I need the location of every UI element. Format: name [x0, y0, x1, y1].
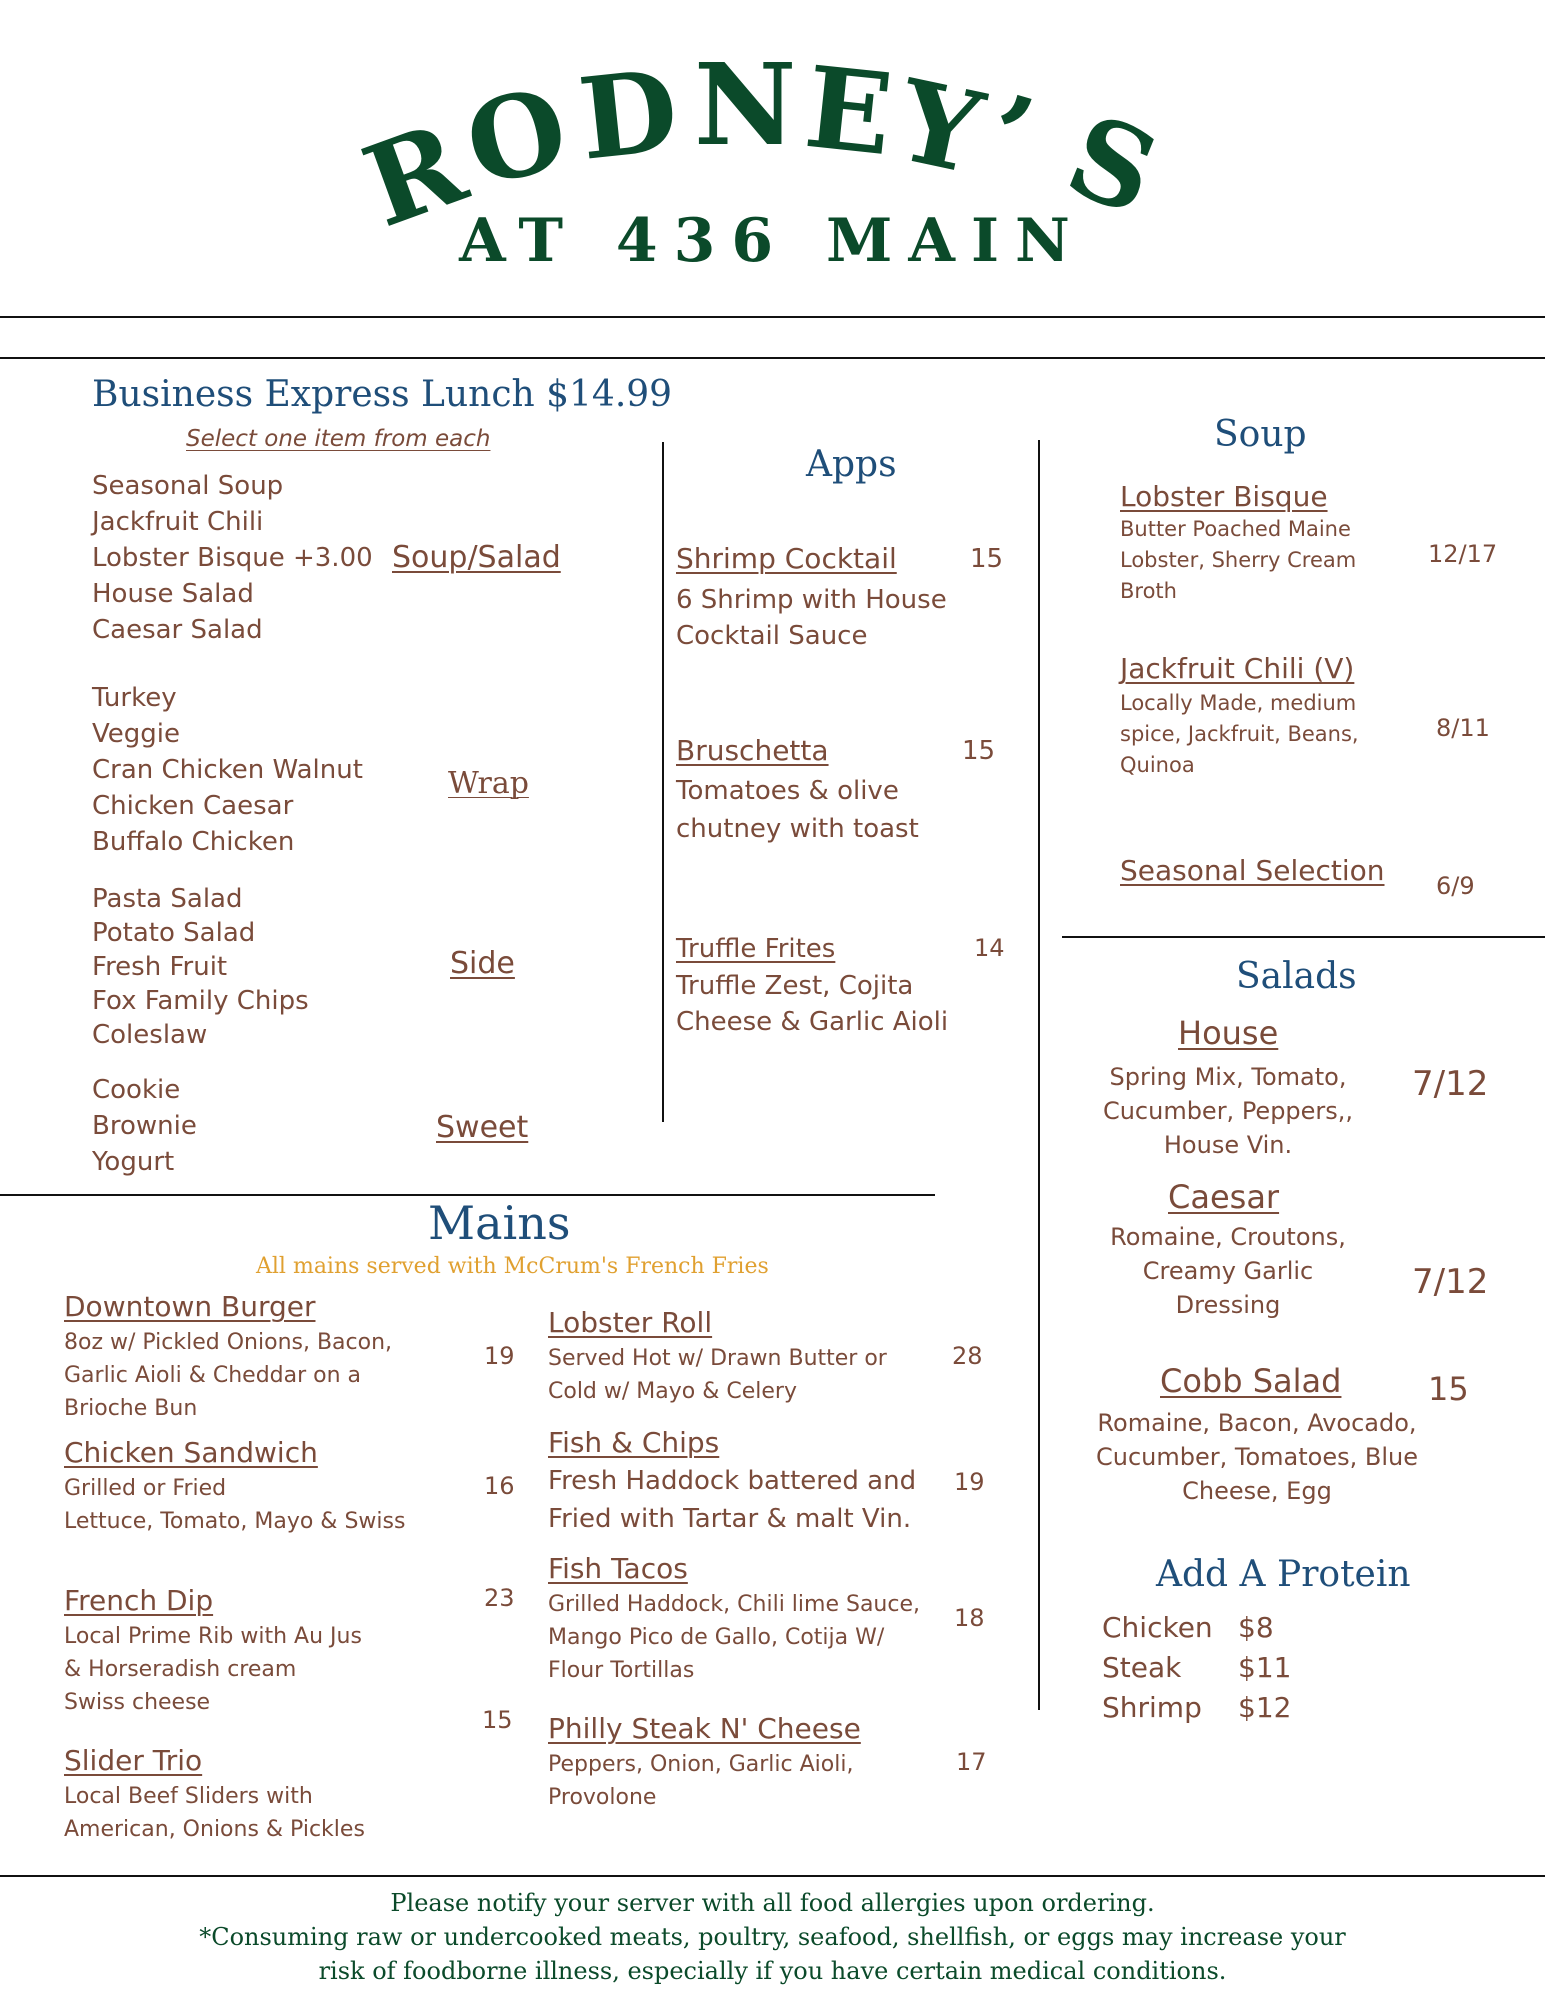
item-description: 6 Shrimp with House Cocktail Sauce: [676, 585, 947, 651]
item-description: Butter Poached Maine Lobster, Sherry Cream Broth: [1120, 517, 1357, 603]
item-description: Romaine, Croutons, Creamy Garlic Dressing: [1110, 1223, 1346, 1319]
logo-letter: O: [454, 62, 580, 213]
item-price: 6/9: [1436, 872, 1475, 900]
list-item: Buffalo Chicken: [92, 827, 295, 857]
item-name: Lobster Roll: [548, 1306, 713, 1339]
divider: [1062, 936, 1545, 938]
column-divider: [662, 442, 664, 1122]
list-item: Fresh Fruit: [92, 952, 228, 982]
item-name: Fish Tacos: [548, 1552, 688, 1585]
item-list: [92, 680, 363, 860]
item-description: Grilled or Fried Lettuce, Tomato, Mayo & Swiss: [64, 1476, 406, 1534]
section-title: Mains: [428, 1196, 571, 1250]
section-title: Business Express Lunch $14.99: [92, 374, 673, 415]
item-list: [92, 1072, 197, 1180]
item-name: Fish & Chips: [548, 1426, 720, 1459]
item-price: 15: [1428, 1370, 1469, 1408]
item-price: 14: [974, 934, 1005, 962]
item-description: Local Prime Rib with Au Jus & Horseradish cream Swiss cheese: [64, 1624, 362, 1715]
item-description: Spring Mix, Tomato, Cucumber, Peppers,, House Vin.: [1102, 1063, 1354, 1159]
list-item: Cookie: [92, 1075, 181, 1105]
list-item: Steak $11: [1102, 1651, 1292, 1684]
instruction-text: Select one item from each: [186, 426, 491, 452]
item-price: 15: [482, 1706, 513, 1734]
item-list: [92, 468, 373, 648]
logo-letter: E: [799, 41, 898, 182]
section-title: Apps: [806, 444, 897, 485]
list-item: Coleslaw: [92, 1020, 208, 1050]
item-price: 23: [484, 1584, 515, 1612]
group-label: Sweet: [436, 1110, 529, 1145]
list-item: Potato Salad: [92, 918, 256, 948]
list-item: Chicken $8: [1102, 1611, 1274, 1644]
logo-letter: Y: [887, 55, 993, 200]
list-item: Yogurt: [92, 1147, 175, 1177]
logo-letter: N: [694, 40, 797, 171]
list-item: House Salad: [92, 579, 254, 609]
item-description: Romaine, Bacon, Avocado, Cucumber, Tomatoes, Blue Cheese, Egg: [1096, 1409, 1418, 1505]
item-price: 18: [954, 1604, 985, 1632]
item-description: Tomatoes & olive chutney with toast: [676, 776, 919, 844]
item-price: 15: [962, 736, 996, 766]
list-item: Cran Chicken Walnut: [92, 755, 363, 785]
item-description: Local Beef Sliders with American, Onions & Pickles: [64, 1784, 365, 1842]
item-description: Peppers, Onion, Garlic Aioli, Provolone: [548, 1752, 854, 1810]
column-divider: [1038, 440, 1040, 1710]
list-item: Caesar Salad: [92, 615, 263, 645]
item-description: 8oz w/ Pickled Onions, Bacon, Garlic Aioli & Cheddar on a Brioche Bun: [64, 1330, 393, 1421]
item-price: 16: [484, 1472, 515, 1500]
item-description: Truffle Zest, Cojita Cheese & Garlic Aioli: [676, 971, 949, 1037]
list-item: Veggie: [92, 719, 180, 749]
item-name: Chicken Sandwich: [64, 1436, 318, 1469]
logo-letter: S: [1050, 89, 1175, 242]
item-description: Locally Made, medium spice, Jackfruit, Beans, Quinoa: [1120, 691, 1359, 777]
divider: [0, 357, 1545, 359]
item-price: 17: [956, 1748, 987, 1776]
item-name: Seasonal Selection: [1120, 854, 1385, 887]
list-item: Fox Family Chips: [92, 986, 309, 1016]
item-name: Jackfruit Chili (V): [1120, 652, 1355, 685]
protein-list: [1102, 1608, 1291, 1728]
list-item: Pasta Salad: [92, 884, 243, 914]
logo-letter: R: [348, 98, 481, 253]
list-item: Brownie: [92, 1111, 197, 1141]
item-price: 12/17: [1428, 540, 1498, 568]
group-label: Soup/Salad: [392, 540, 561, 575]
item-price: 15: [970, 544, 1004, 574]
item-price: 19: [484, 1342, 515, 1370]
item-description: Served Hot w/ Drawn Butter or Cold w/ Mayo & Celery: [548, 1346, 887, 1404]
group-label: Side: [450, 946, 515, 981]
section-subtitle: All mains served with McCrum's French Fries: [256, 1254, 769, 1279]
item-name: Truffle Frites: [676, 934, 836, 964]
item-name: Bruschetta: [676, 734, 829, 767]
item-name: Cobb Salad: [1160, 1362, 1342, 1400]
logo-subtitle: AT 436 MAIN: [459, 206, 1086, 276]
group-label: Wrap: [448, 766, 529, 801]
list-item: Shrimp $12: [1102, 1691, 1292, 1724]
item-price: 8/11: [1436, 714, 1490, 742]
logo-letter: D: [573, 45, 684, 186]
list-item: Turkey: [92, 683, 177, 713]
item-description: Grilled Haddock, Chili lime Sauce, Mango Pico de Gallo, Cotija W/ Flour Tortillas: [548, 1592, 920, 1683]
section-title: Add A Protein: [1156, 1554, 1411, 1595]
list-item: Jackfruit Chili: [92, 507, 264, 537]
item-list: [92, 882, 309, 1052]
logo-letter: ’: [972, 69, 1047, 206]
divider: [0, 316, 1545, 318]
item-name: Slider Trio: [64, 1744, 203, 1777]
item-name: Caesar: [1168, 1178, 1280, 1216]
item-name: Downtown Burger: [64, 1290, 316, 1323]
item-name: Lobster Bisque: [1120, 480, 1328, 513]
item-description: Fresh Haddock battered and Fried with Tartar & malt Vin.: [548, 1466, 917, 1534]
item-price: 7/12: [1412, 1064, 1489, 1104]
section-title: Soup: [1214, 414, 1307, 455]
item-price: 19: [954, 1468, 985, 1496]
section-title: Salads: [1236, 956, 1357, 997]
item-name: Shrimp Cocktail: [676, 542, 897, 575]
item-price: 28: [952, 1342, 983, 1370]
list-item: Lobster Bisque +3.00: [92, 543, 373, 573]
list-item: Chicken Caesar: [92, 791, 294, 821]
list-item: Seasonal Soup: [92, 471, 284, 501]
divider: [0, 1875, 1545, 1877]
item-price: 7/12: [1412, 1262, 1489, 1302]
item-name: House: [1178, 1014, 1279, 1052]
item-name: French Dip: [64, 1584, 214, 1617]
allergy-notice: Please notify your server with all food allergies upon ordering. *Consuming raw or undercooked meats, poultry, seafood, shellfish, or eggs may increase your risk of foodborne illness, especially if you have certain medical conditions.: [199, 1889, 1346, 1985]
item-name: Philly Steak N' Cheese: [548, 1712, 861, 1745]
